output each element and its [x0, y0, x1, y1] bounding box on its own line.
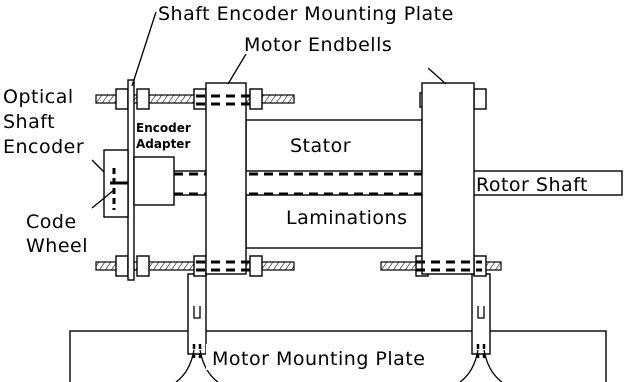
label-optical-line3: Encoder: [3, 136, 85, 158]
label-laminations: Laminations: [286, 207, 408, 229]
label-optical-line1: Optical: [3, 86, 74, 108]
label-adapter-line2: Adapter: [136, 137, 191, 151]
label-code-line1: Code: [26, 211, 77, 233]
label-mounting-plate: Shaft Encoder Mounting Plate: [158, 3, 454, 25]
shaft-encoder-mounting-plate: [128, 80, 134, 280]
left-motor-endbell: [206, 83, 246, 274]
label-rotor-shaft: Rotor Shaft: [476, 174, 588, 196]
encoder-adapter: [134, 157, 174, 205]
label-adapter-line1: Encoder: [136, 121, 191, 135]
label-motor-mounting-plate: Motor Mounting Plate: [212, 348, 426, 370]
label-optical-line2: Shaft: [3, 111, 56, 133]
label-endbells: Motor Endbells: [244, 34, 393, 56]
label-code-line2: Wheel: [26, 235, 88, 257]
label-stator: Stator: [290, 135, 352, 157]
right-motor-endbell: [422, 83, 474, 274]
